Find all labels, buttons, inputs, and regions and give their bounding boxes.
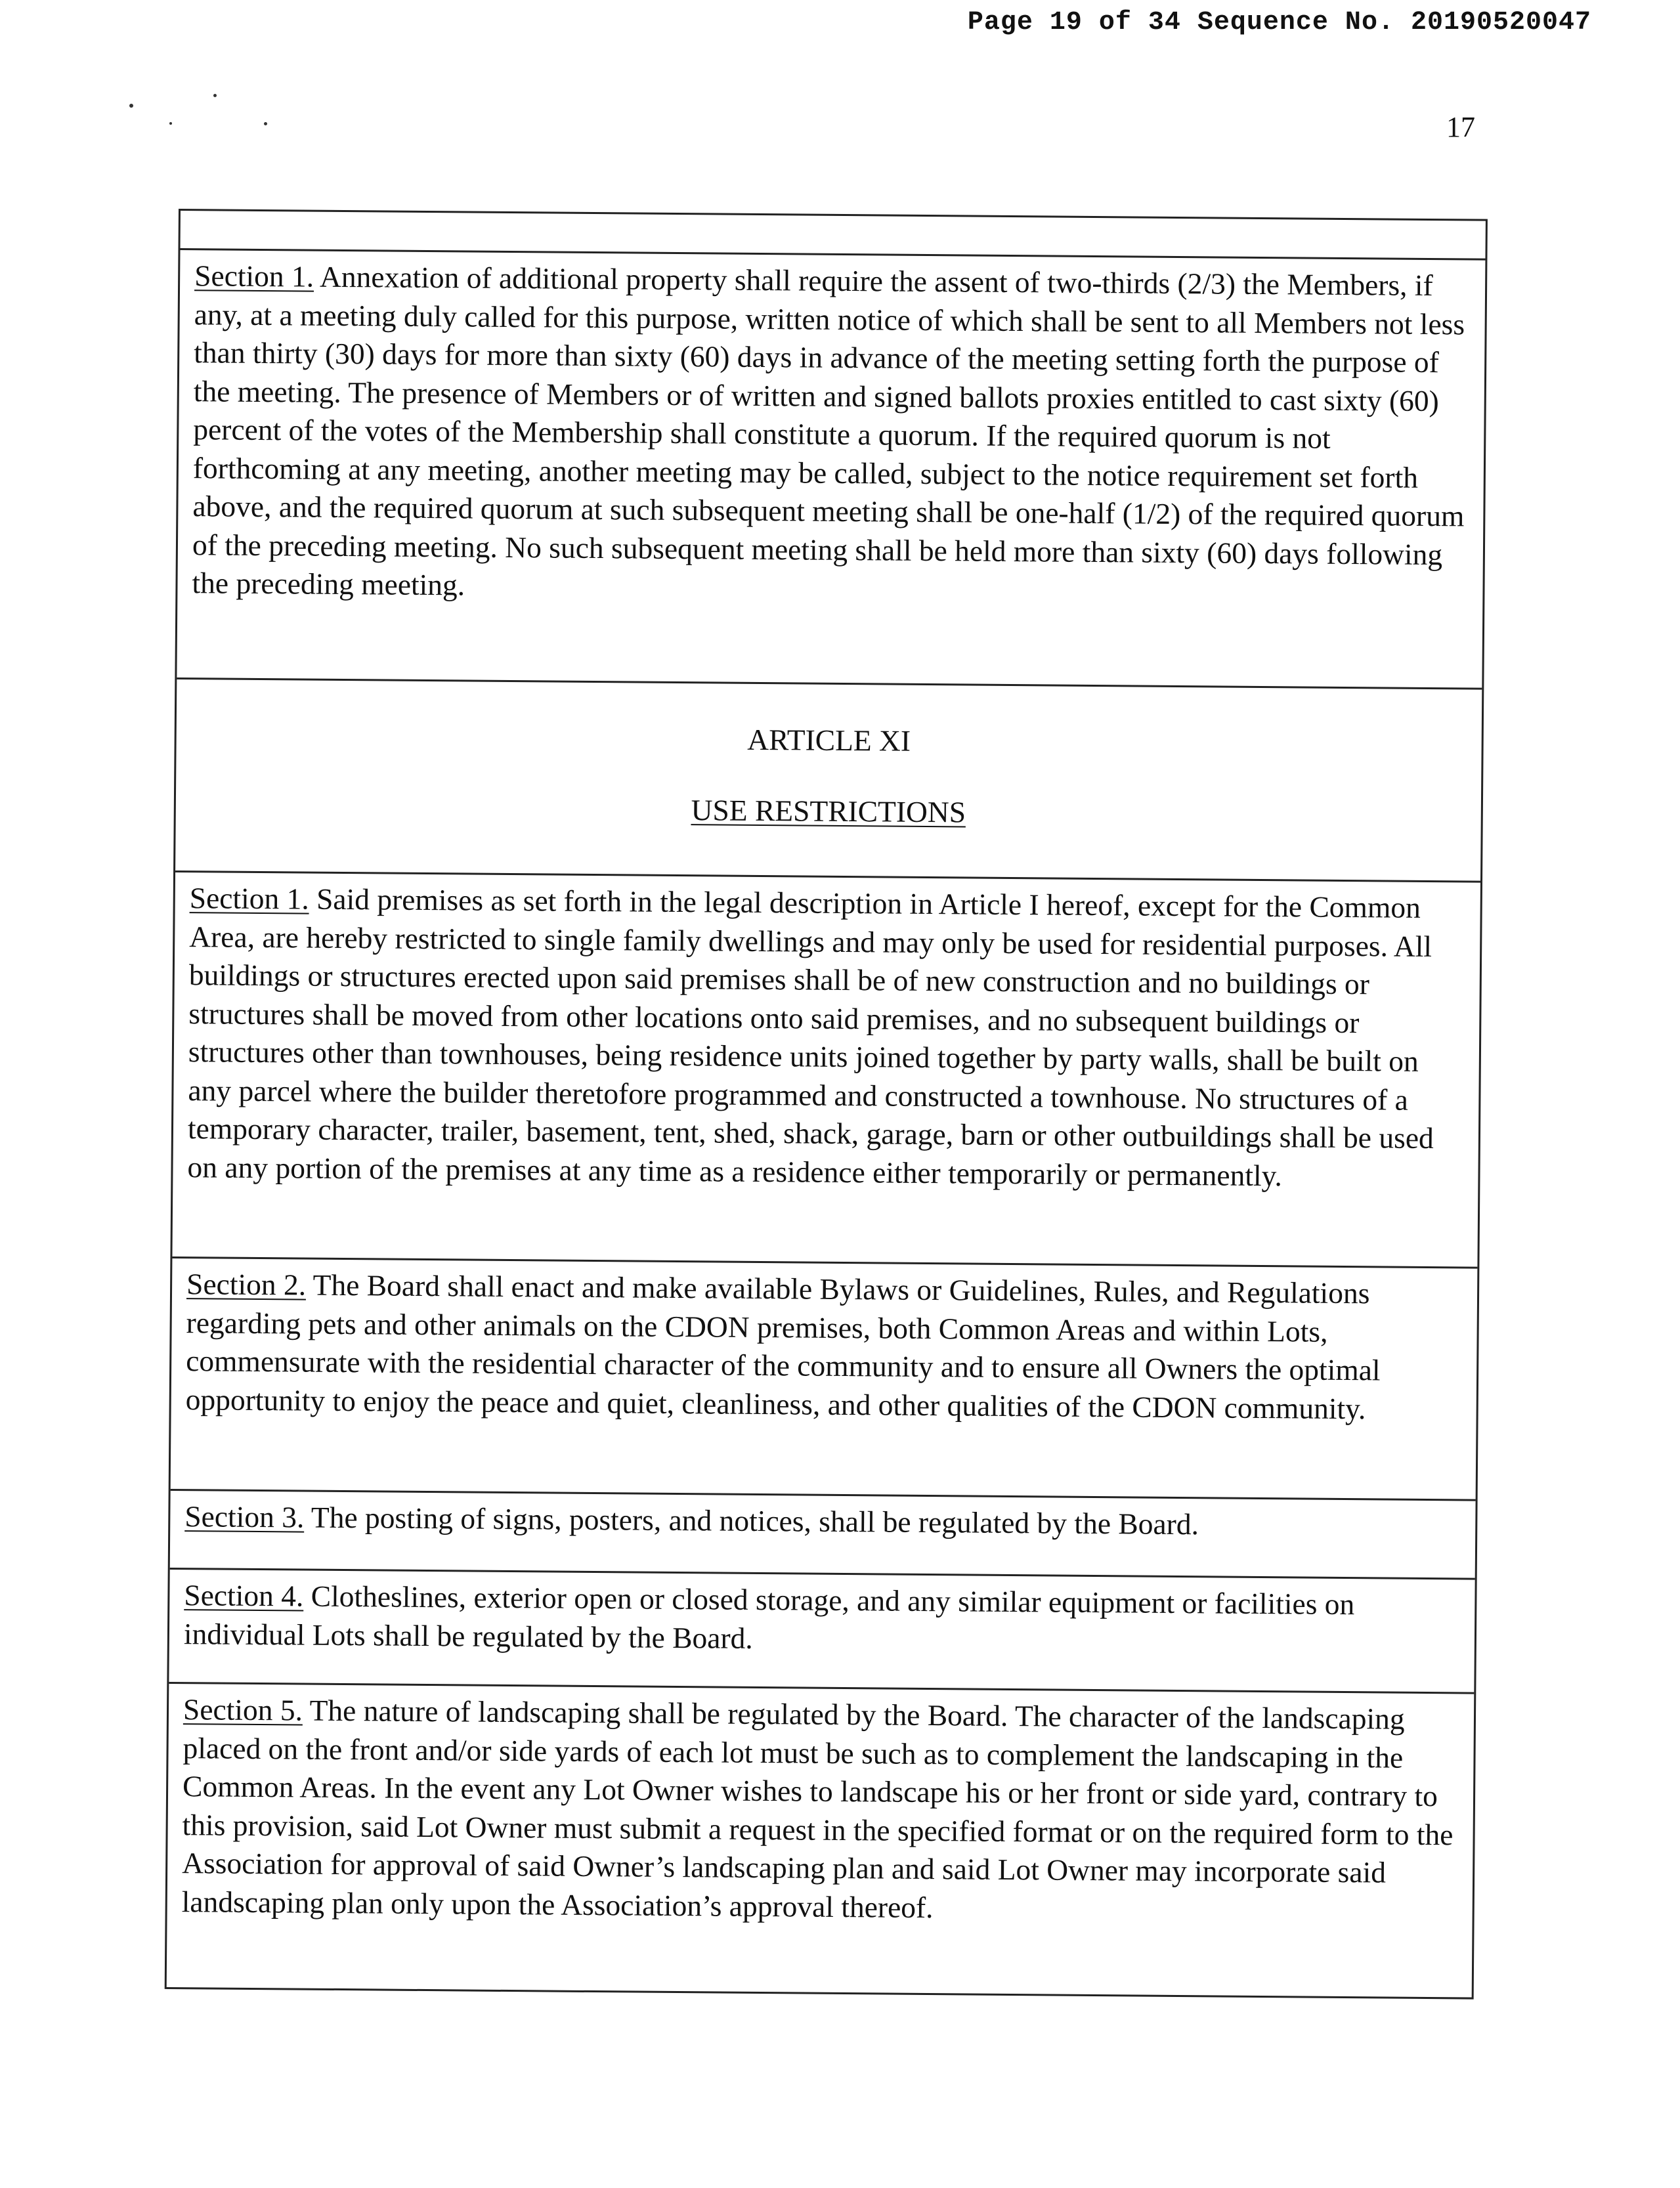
section-5-row — [167, 1684, 1475, 2002]
section-label: Section 1. — [189, 881, 309, 916]
section-label: Section 1. — [194, 259, 314, 293]
section-text: The posting of signs, posters, and notices, shall be regulated by the Board. — [311, 1500, 1199, 1541]
section-label: Section 2. — [186, 1267, 307, 1302]
section-paragraph — [167, 1684, 1475, 1931]
section-paragraph — [177, 250, 1485, 612]
article-title: ARTICLE XI — [747, 722, 911, 758]
article-subtitle: USE RESTRICTIONS — [691, 793, 966, 829]
document-table — [165, 209, 1488, 2000]
scan-speck — [264, 122, 267, 125]
section-2-row — [171, 1258, 1478, 1501]
section-label: Section 5. — [183, 1692, 303, 1727]
annexation-section — [177, 250, 1485, 690]
section-label: Section 4. — [184, 1578, 304, 1613]
section-text: Annexation of additional property shall require the assent of two-thirds (2/3) the Members, if any, at a meeting duly called for this purpose, written notice of which shall be sent to all Members not less than thirty (30) days for more than sixty (60) days in advance of the meeting setting forth the purpose of the meeting. The presence of Members or of written and signed ballots proxies entitled to cast sixty (60) percent of the votes of the Membership shall constitute a quorum. If the required quorum is not forthcoming at any meeting, another meeting may be called, subject to the notice requirement set forth above, and the required quorum at such subsequent meeting shall be one-half (1/2) of the required quorum of the preceding meeting. No such subsequent meeting shall be held more than sixty (60) days following the preceding meeting. — [192, 259, 1465, 602]
section-3-row — [170, 1491, 1476, 1580]
scan-speck — [169, 122, 172, 125]
section-paragraph — [171, 1258, 1478, 1429]
scan-speck — [129, 104, 133, 108]
article-heading-row — [175, 679, 1482, 883]
section-label: Section 3. — [184, 1499, 305, 1534]
section-4-row — [169, 1570, 1475, 1694]
page-number: 17 — [1446, 111, 1475, 143]
section-text: The Board shall enact and make available Bylaws or Guidelines, Rules, and Regulations regarding pets and other animals on the CDON premises, both Common Areas and within Lots, commensurate with the residential character of the community and to ensure all Owners the optimal opportunity to enjoy the peace and quiet, cleanliness, and other qualities of the CDON community. — [185, 1268, 1381, 1425]
section-paragraph — [169, 1570, 1475, 1663]
section-text: Clotheslines, exterior open or closed storage, and any similar equipment or facilities on individual Lots shall be regulated by the Board. — [183, 1579, 1355, 1655]
section-1-row — [172, 872, 1480, 1269]
section-paragraph — [173, 872, 1480, 1197]
section-paragraph — [170, 1491, 1475, 1546]
scan-speck — [213, 94, 217, 97]
section-text: Said premises as set forth in the legal description in Article I hereof, except for the Common Area, are hereby restricted to single family dwellings and may only be used for residential purposes. All buildings or structures erected upon said premises shall be of new construction and no buildings or structures shall be moved from other locations onto said premises, and no subsequent buildings or structures other than townhouses, being residence units joined together by party walls, shall be built on any parcel where the builder theretofore programmed and constructed a townhouse. No structures of a temporary character, trailer, basement, tent, shed, shack, garage, barn or other outbuildings shall be used on any portion of the premises at any time as a residence either temporarily or permanently. — [187, 882, 1434, 1192]
section-text: The nature of landscaping shall be regulated by the Board. The character of the landscaping placed on the front and/or side yards of each lot must be such as to complement the landscaping in the Common Areas. In the event any Lot Owner wishes to landscape his or her front or side yard, contrary to this provision, said Lot Owner must submit a request in the specified format or on the required form to the Association for approval of said Owner’s landscaping plan and said Lot Owner may incorporate said landscaping plan only upon the Association’s approval thereof. — [181, 1693, 1454, 1924]
fax-header: Page 19 of 34 Sequence No. 20190520047 — [967, 8, 1591, 37]
